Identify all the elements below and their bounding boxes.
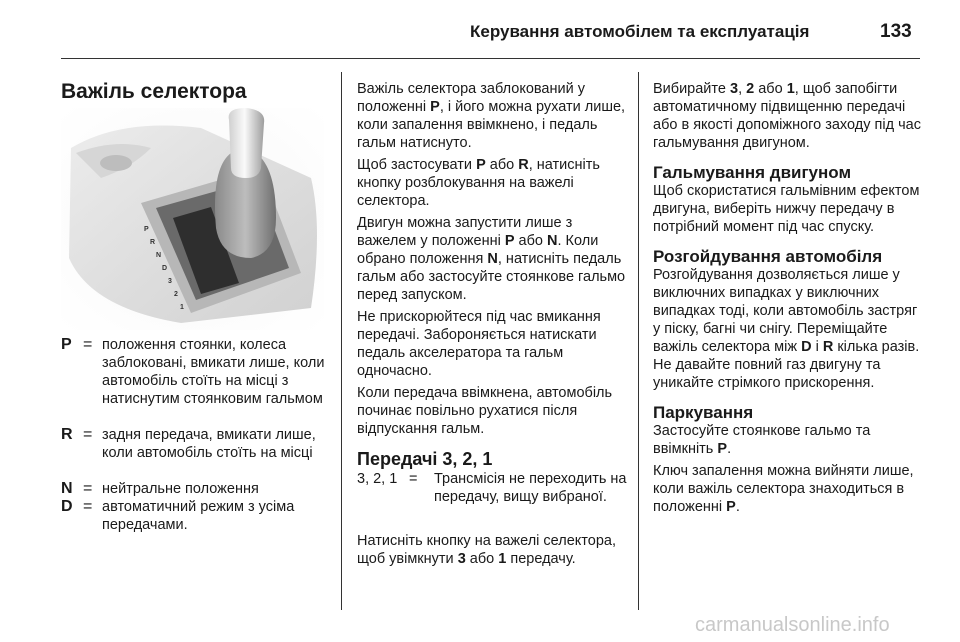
gear-letter: P: [504, 233, 515, 249]
gear-key: R: [61, 426, 73, 443]
paragraph-select-321: [653, 80, 923, 152]
page-header-title: Керування автомобілем та експлуатація: [470, 22, 810, 41]
gear-description: Трансмісія не переходить на передачу, вищу вибраної.: [434, 471, 627, 505]
text: .: [735, 499, 740, 515]
heading-parking: Паркування: [653, 403, 754, 422]
gear-letter: D: [801, 339, 812, 355]
text: , і його можна рухати лише, коли запалення ввімкнено, і педаль гальм натиснуто.: [357, 99, 626, 151]
paragraph-engine-braking: Щоб скористатися гальмівним ефектом двигуна, виберіть нижчу передачу в потрібний момент під час спуску.: [653, 183, 920, 235]
gear-letter: P: [726, 499, 736, 515]
text: кілька разів. Не давайте повний газ двигуну та уникайте стрімкого прискорення.: [653, 339, 920, 391]
gear-letter: 1: [498, 551, 507, 567]
gear-letter: R: [518, 157, 529, 173]
gear-letter: P: [430, 99, 440, 115]
photo-label-3: 3: [168, 278, 172, 285]
paragraph-accelerate: Не прискорюйтеся під час вмикання передачі. Забороняється натискати педаль акселератора та гальм одночасно.: [357, 309, 601, 379]
watermark: carmanualsonline.info: [695, 614, 890, 636]
paragraph-unlock: [357, 156, 627, 210]
text: Натисніть кнопку на важелі селектора, щоб увімкнути: [357, 533, 616, 567]
column-divider-2: [638, 72, 639, 610]
text: Двигун можна запустити лише з важелем у положенні: [357, 215, 573, 249]
text: передачу.: [506, 551, 576, 567]
gear-letter: N: [487, 251, 498, 267]
paragraph-key-removal: [653, 462, 923, 516]
gear-letter: R: [822, 339, 834, 355]
heading-rocking: Розгойдування автомобіля: [653, 247, 883, 266]
gear-equals: =: [83, 498, 93, 515]
gear-equals: =: [83, 336, 93, 353]
photo-label-d: D: [162, 265, 168, 272]
gear-letter: 3: [457, 551, 466, 567]
text: , натисніть кнопку розблокування на важелі селектора.: [357, 157, 600, 209]
gear-letter: 1: [786, 81, 795, 97]
text: .: [727, 441, 732, 457]
column-3-text: [653, 80, 923, 516]
header-divider: [61, 58, 920, 59]
text: або: [485, 157, 519, 173]
gear-key: P: [61, 336, 72, 353]
paragraph-creep: Коли передача ввімкнена, автомобіль починає повільно рухатися після відпускання гальм.: [357, 385, 613, 437]
text: Важіль селектора заблокований у положенні: [357, 81, 585, 115]
photo-label-r: R: [150, 239, 156, 246]
text: ,: [738, 81, 747, 97]
text: Ключ запалення можна вийняти лише, коли важіль селектора знаходиться в положенні: [653, 463, 914, 515]
photo-label-n: N: [156, 252, 162, 259]
gear-key: 3, 2, 1: [357, 471, 398, 487]
gear-letter: 2: [746, 81, 755, 97]
paragraph-parking: [653, 422, 923, 458]
gear-description: положення стоянки, колеса заблоковані, вмикати лише, коли автомобіль стоїть на місці з натиснутим стоянковим гальмом: [102, 337, 325, 407]
text: . Коли обрано положення: [357, 233, 599, 267]
gear-letter: 3: [729, 81, 739, 97]
text: або: [754, 81, 787, 97]
gear-letter: N: [547, 233, 558, 249]
gear-equals: =: [83, 480, 93, 497]
gear-letter: P: [476, 157, 486, 173]
gear-description: задня передача, вмикати лише, коли автомобіль стоїть на місці: [102, 427, 316, 461]
photo-label-p: P: [144, 226, 149, 233]
paragraph-rocking: [653, 266, 923, 392]
text: або: [465, 551, 499, 567]
gear-equals: =: [83, 426, 93, 443]
gear-letter: P: [717, 441, 728, 457]
column-2-text: [357, 80, 627, 568]
paragraph-select-button: [357, 532, 627, 568]
text: Щоб застосувати: [357, 157, 477, 173]
gear-key: D: [61, 498, 73, 515]
paragraph-start: [357, 214, 627, 304]
text: Застосуйте стоянкове гальмо та ввімкніть: [653, 423, 871, 457]
photo-label-1: 1: [180, 304, 184, 311]
gear-description: автоматичний режим з усіма передачами.: [102, 499, 295, 533]
gear-selector-photo: [61, 108, 324, 330]
photo-label-2: 2: [174, 291, 178, 298]
text: і: [811, 339, 823, 355]
column-divider-1: [341, 72, 342, 610]
gear-key: N: [61, 480, 73, 497]
text: Вибирайте: [653, 81, 730, 97]
text: або: [514, 233, 548, 249]
heading-engine-braking: Гальмування двигуном: [653, 163, 852, 182]
section-title: Важіль селектора: [61, 80, 247, 103]
page-number: 133: [880, 21, 912, 42]
text: , натисніть педаль гальм або застосуйте стоянкове гальмо перед запуском.: [357, 251, 626, 303]
gear-description: нейтральне положення: [102, 481, 259, 497]
heading-gears-321: Передачі 3, 2, 1: [357, 449, 493, 469]
gear-equals: =: [409, 471, 418, 487]
text: , щоб запобігти автоматичному підвищенню передачі або в якості допоміжного заходу під час гальмування двигуном.: [653, 81, 921, 151]
paragraph-lock: [357, 80, 627, 152]
text: Розгойдування дозволяється лише у виключних випадках у виключних випадках тоді, коли автомобіль застряг у піску, багні чи снігу. Переміщайте важіль селектора між: [653, 267, 918, 355]
gears-321-definition: [357, 470, 627, 526]
